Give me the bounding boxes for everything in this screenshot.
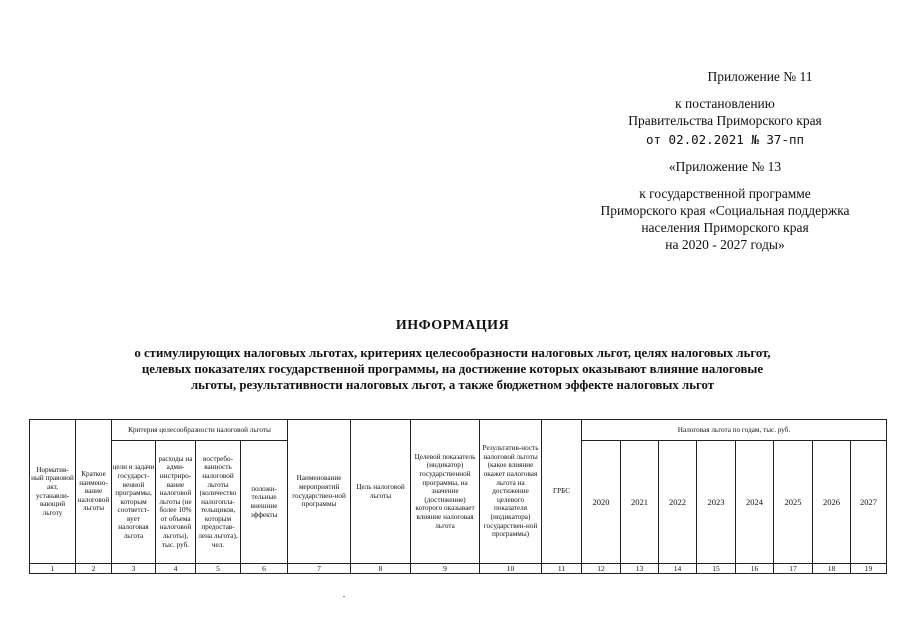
th-criteria-goals: цели и задачи государст-венной программы, которым соответст-вует налоговая льгота — [112, 441, 156, 564]
document-subtitle — [0, 345, 905, 393]
to-resolution: к постановлению — [675, 96, 775, 111]
column-number: 12 — [582, 564, 621, 574]
column-number: 6 — [241, 564, 288, 574]
subtitle-line-2: целевых показателях государственной программы, на достижение которых оказывают влияние налоговые — [141, 362, 764, 376]
th-normative-act: Норматив-ный правовой акт, устанавли-вающий льготу — [30, 420, 76, 564]
appendix-number: Приложение № 11 — [707, 69, 813, 84]
th-criteria: Критерия целесообразности налоговой льготы — [112, 420, 288, 441]
column-number: 8 — [351, 564, 411, 574]
th-short-name: Краткое наимено-вание налоговой льготы — [76, 420, 112, 564]
column-number: 2 — [76, 564, 112, 574]
subtitle-line-1: о стимулирующих налоговых льготах, критериях целесообразности налоговых льгот, целях налоговых льгот, — [134, 346, 771, 360]
th-years-header: Налоговая льгота по годам, тыс. руб. — [582, 420, 887, 441]
column-number: 9 — [411, 564, 480, 574]
th-year: 2020 — [582, 441, 621, 564]
column-number: 19 — [851, 564, 887, 574]
column-number: 14 — [659, 564, 697, 574]
program-line-4: на 2020 - 2027 годы» — [665, 237, 785, 252]
th-criteria-external-effects: положи-тельные внешние эффекты — [241, 441, 288, 564]
th-year: 2022 — [659, 441, 697, 564]
th-year: 2027 — [851, 441, 887, 564]
th-criteria-admin-costs: расходы на адми-нистриро-вание налоговой льготы (не более 10% от объема налоговой льготы), тыс. руб. — [156, 441, 196, 564]
subtitle-line-3: льготы, результативности налоговых льгот, а также бюджетном эффекте налоговых льгот — [191, 378, 714, 392]
th-year: 2024 — [736, 441, 774, 564]
resolution-date: от 02.02.2021 № 37-пп — [645, 132, 805, 147]
program-line-3: населения Приморского края — [641, 220, 809, 235]
column-number: 3 — [112, 564, 156, 574]
th-year: 2025 — [774, 441, 813, 564]
column-number: 18 — [813, 564, 851, 574]
document-header — [560, 68, 890, 253]
column-number: 4 — [156, 564, 196, 574]
th-year: 2023 — [697, 441, 736, 564]
scan-artifact — [343, 596, 345, 597]
program-line-1: к государственной программе — [639, 186, 811, 201]
column-numbers-row — [30, 564, 887, 574]
column-number: 5 — [196, 564, 241, 574]
column-number: 16 — [736, 564, 774, 574]
th-goal: Цель налоговой льготы — [351, 420, 411, 564]
th-criteria-demand: востребо-ванность налоговой льготы (количество налогопла-тельщиков, которым предостав-лена льгота), чел. — [196, 441, 241, 564]
column-number: 11 — [542, 564, 582, 574]
column-number: 7 — [288, 564, 351, 574]
column-number: 13 — [621, 564, 659, 574]
column-number: 1 — [30, 564, 76, 574]
th-year: 2026 — [813, 441, 851, 564]
column-number: 10 — [480, 564, 542, 574]
th-measures: Наименование мероприятий государствен-ной программы — [288, 420, 351, 564]
th-grbs: ГРБС — [542, 420, 582, 564]
program-line-2: Приморского края «Социальная поддержка — [600, 203, 850, 218]
appendix-13: «Приложение № 13 — [668, 159, 782, 174]
tax-benefits-table — [29, 419, 887, 574]
column-number: 15 — [697, 564, 736, 574]
government-name: Правительства Приморского края — [628, 113, 822, 128]
th-year: 2021 — [621, 441, 659, 564]
document-title: ИНФОРМАЦИЯ — [395, 318, 510, 333]
column-number: 17 — [774, 564, 813, 574]
th-result: Результатив-ность налоговой льготы (какое влияние окажет налоговая льгота на достижение целевого показателя (индикатора) государствен-ной программы) — [480, 420, 542, 564]
th-indicator: Целевой показатель (индикатор) государственной программы, на значение (достижение) которого оказывает влияние налоговая льгота — [411, 420, 480, 564]
